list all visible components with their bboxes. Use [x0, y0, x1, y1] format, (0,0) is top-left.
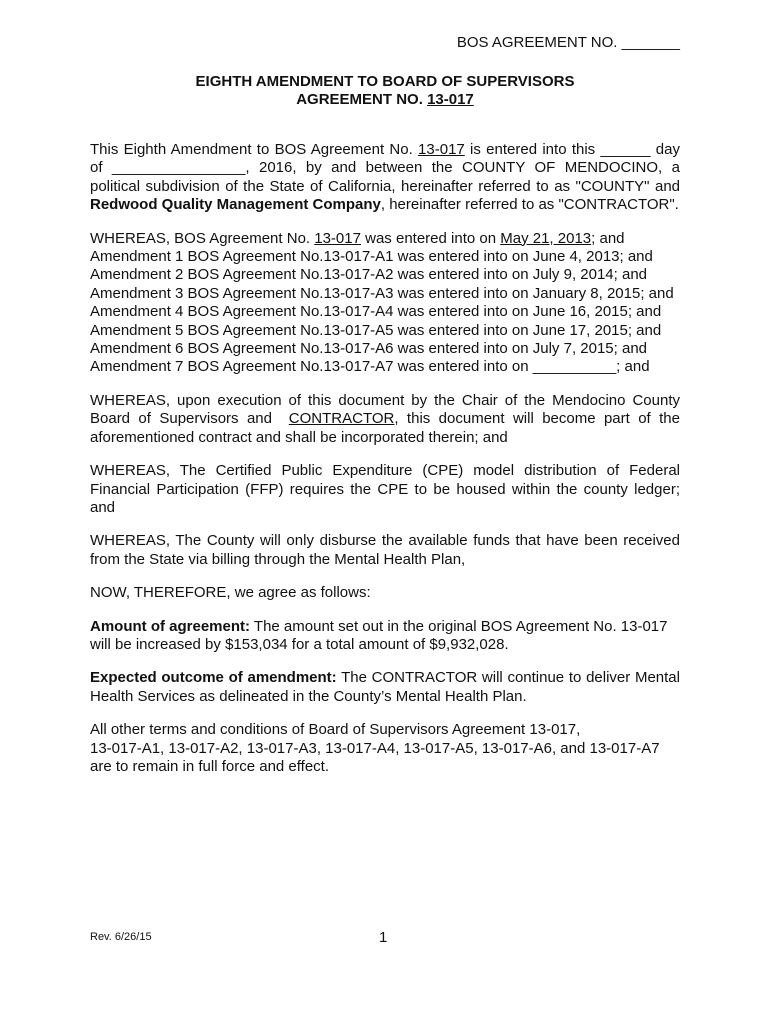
whereas1-text-2: was entered into on	[360, 229, 501, 247]
whereas1-agreement-number: 13-017	[314, 229, 361, 247]
closing-terms	[90, 721, 680, 776]
amount-text: The amount set out in the original BOS Agreement No. 13-017 will be increased by $153,034 for a total amount of $9,932,028.	[90, 617, 668, 653]
title-agreement-number: 13-017	[427, 91, 474, 108]
intro-text-2: is entered into this ______ day of ________________, 2016, by and between the COUNTY OF MENDOCINO, a political subdivision of the State of California, hereinafter referred to as "COUNTY" and	[90, 141, 680, 195]
whereas-cpe-model: WHEREAS, The Certified Public Expenditure (CPE) model distribution of Federal Financial Participation (FFP) requires the CPE to be housed within the county ledger; and	[90, 462, 680, 516]
page-number: 1	[379, 929, 388, 946]
outcome-label: Expected outcome of amendment:	[90, 669, 337, 687]
whereas1-text-1: WHEREAS, BOS Agreement No.	[90, 229, 315, 247]
expected-outcome	[90, 669, 680, 706]
bos-agreement-number: BOS AGREEMENT NO. _______	[456, 34, 680, 51]
amount-of-agreement	[90, 618, 680, 655]
whereas1-date: May 21, 2013	[500, 229, 592, 247]
whereas-agreement-history	[90, 230, 680, 377]
amount-label: Amount of agreement:	[90, 617, 251, 635]
amendment-line: Amendment 5 BOS Agreement No.13-017-A5 was entered into on June 17, 2015; and	[90, 321, 662, 339]
title-line-1: EIGHTH AMENDMENT TO BOARD OF SUPERVISORS	[195, 73, 575, 90]
whereas2-text-1: WHEREAS, upon execution of this document by the Chair of the Mendocino County Board of Supervisors and	[90, 391, 680, 428]
amendment-line: Amendment 1 BOS Agreement No.13-017-A1 was entered into on June 4, 2013; and	[90, 248, 653, 266]
revision-date: Rev. 6/26/15	[90, 931, 152, 943]
title-line-2	[90, 91, 680, 109]
document-title	[90, 73, 680, 109]
now-therefore: NOW, THEREFORE, we agree as follows:	[90, 584, 371, 602]
closing-line-3: are to remain in full force and effect.	[90, 757, 330, 775]
title-line-2-prefix: AGREEMENT NO.	[296, 91, 428, 108]
amendment-line: Amendment 7 BOS Agreement No.13-017-A7 was entered into on __________; and	[90, 358, 650, 376]
amendment-line: Amendment 4 BOS Agreement No.13-017-A4 was entered into on June 16, 2015; and	[90, 303, 662, 321]
intro-agreement-number: 13-017	[418, 141, 465, 158]
whereas-execution	[90, 392, 680, 447]
document-body	[90, 141, 680, 791]
whereas1-text-3: ; and	[591, 229, 625, 247]
amendment-line: Amendment 3 BOS Agreement No.13-017-A3 was entered into on January 8, 2015; and	[90, 284, 674, 302]
closing-line-2: 13-017-A1, 13-017-A2, 13-017-A3, 13-017-A4, 13-017-A5, 13-017-A6, and 13-017-A7	[90, 739, 660, 757]
document-page	[90, 0, 680, 1024]
whereas2-text-2: , this document will become part of the aforementioned contract and shall be incorporated therein; and	[90, 410, 680, 446]
whereas-disburse-funds: WHEREAS, The County will only disburse the available funds that have been received from the State via billing through the Mental Health Plan,	[90, 532, 680, 568]
amendment-line: Amendment 2 BOS Agreement No.13-017-A2 was entered into on July 9, 2014; and	[90, 266, 648, 284]
intro-paragraph	[90, 141, 680, 215]
amendment-line: Amendment 6 BOS Agreement No.13-017-A6 was entered into on July 7, 2015; and	[90, 340, 648, 358]
closing-line-1: All other terms and conditions of Board of Supervisors Agreement 13-017,	[90, 721, 581, 739]
intro-text-1: This Eighth Amendment to BOS Agreement No.	[90, 141, 419, 158]
whereas2-contractor: CONTRACTOR	[288, 410, 395, 428]
whereas-original-agreement	[90, 230, 680, 248]
outcome-text: The CONTRACTOR will continue to deliver Mental Health Services as delineated in the County’s Mental Health Plan.	[90, 669, 680, 705]
contractor-name: Redwood Quality Management Company	[90, 196, 381, 214]
intro-text-3: , hereinafter referred to as "CONTRACTOR".	[380, 196, 679, 214]
